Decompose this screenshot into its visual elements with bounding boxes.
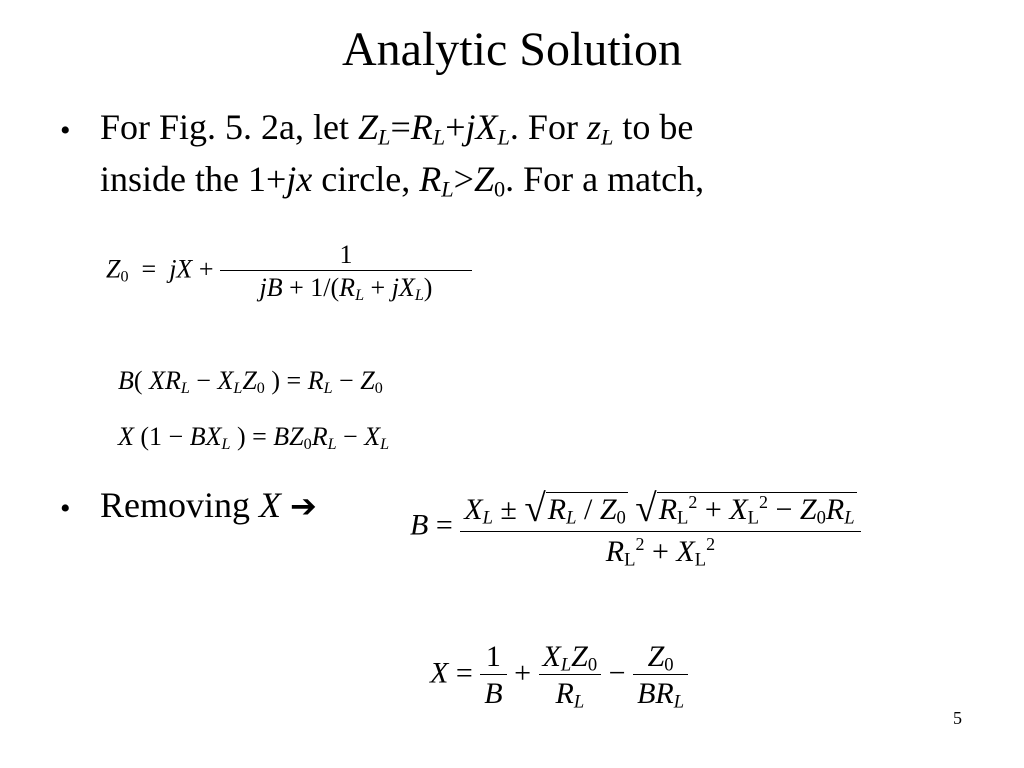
bullet-1-text-for-fig: For Fig. 5. 2a, let (100, 107, 358, 147)
slide-title: Analytic Solution (342, 23, 682, 76)
equation-4: B = $\frac{X_L \pm √R_L / Z_0 √R_L^2 + X_L^2 - Z_0R_L}{R_L^2 + X_L^2}$ (410, 486, 861, 569)
equation-3: X ($1 - BX_L$ ) = $BZ_0R_L - X_L$ (118, 422, 390, 454)
bullet-dot: • (60, 492, 71, 525)
bullet-2-line: Removing X ➔ (100, 485, 317, 525)
equation-5: X = $\frac{1}{B}$ + $\frac{X_LZ_0}{R_L}$ − $\frac{Z_0}{BR_L}$ (430, 640, 688, 711)
right-arrow-icon: ➔ (290, 487, 317, 525)
bullet-1-line-1: For Fig. 5. 2a, let $Z_L=R_L+jX_L$. For $z_L$ to be (100, 107, 694, 150)
bullet-1-line-2: inside the 1+jx circle, $R_L>Z_0$. For a match, (100, 159, 705, 202)
bullet-dot: • (60, 114, 71, 147)
page-number: 5 (953, 708, 962, 728)
equation-2: B( $XR_L - X_LZ_0$ ) = $R_L - Z_0$ (118, 366, 383, 398)
equation-1: $Z_0$ = jX + $\frac{1}{jB + 1/(R_L + jX_L)}$ (106, 240, 472, 303)
